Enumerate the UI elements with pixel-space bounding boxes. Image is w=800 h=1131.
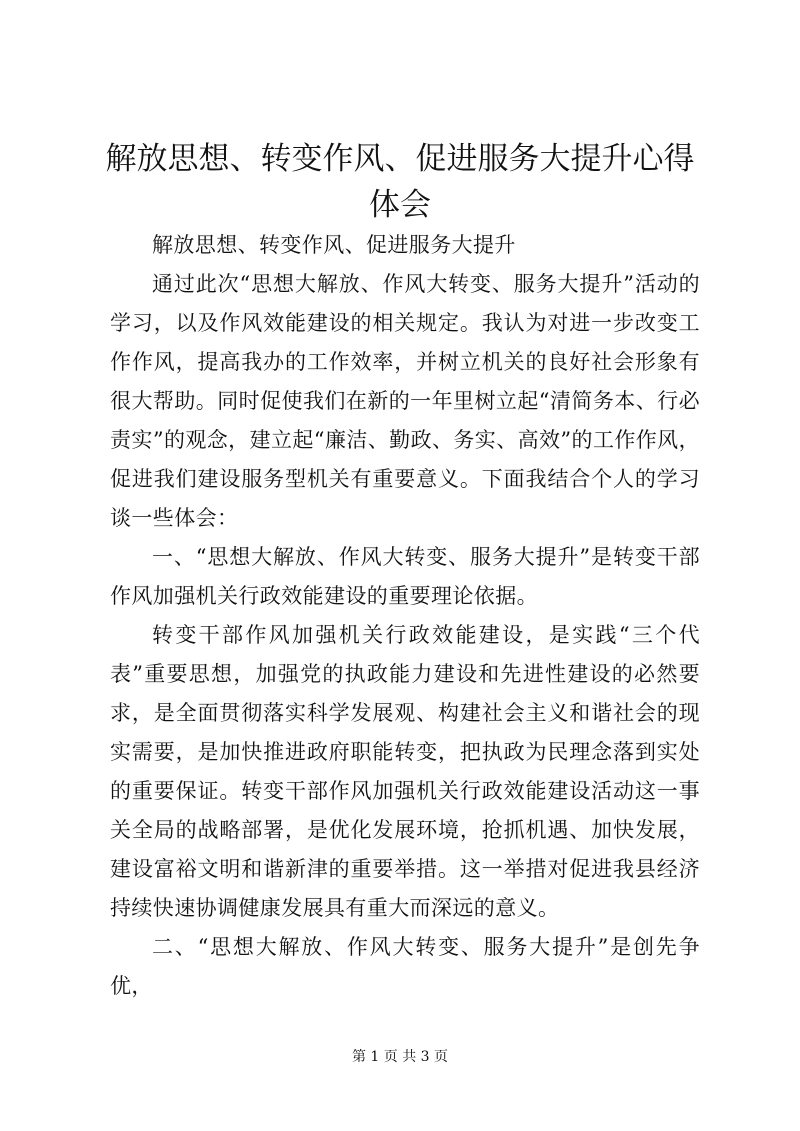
document-title: 解放思想、转变作风、促进服务大提升心得体会 <box>105 141 695 223</box>
page-number-footer: 第 1 页 共 3 页 <box>351 1049 449 1065</box>
section-one-paragraph: 转变干部作风加强机关行政效能建设，是实践“三个代表”重要思想，加强党的执政能力建设和先进性建设的必然要求，是全面贯彻落实科学发展观、构建社会主义和谐社会的现实需要，是加快推进政府职能转变，把执政为民理念落到实处的重要保证。转变干部作风加强机关行政效能建设活动这一事关全局的战略部署，是优化发展环境，抢抓机遇、加快发展，建设富裕文明和谐新津的重要举措。这一举措对促进我县经济持续快速协调健康发展具有重大而深远的意义。 <box>110 623 700 920</box>
section-one-heading: 一、“思想大解放、作风大转变、服务大提升”是转变干部作风加强机关行政效能建设的重要理论依据。 <box>110 545 700 608</box>
section-two-heading: 二、“思想大解放、作风大转变、服务大提升”是创先争优， <box>110 935 700 998</box>
intro-paragraph: 通过此次“思想大解放、作风大转变、服务大提升”活动的学习，以及作风效能建设的相关规定。我认为对进一步改变工作作风，提高我办的工作效率，并树立机关的良好社会形象有很大帮助。同时促使我们在新的一年里树立起“清简务本、行必责实”的观念，建立起“廉洁、勤政、务实、高效”的工作作风，促进我们建设服务型机关有重要意义。下面我结合个人的学习谈一些体会： <box>110 272 700 530</box>
document-body <box>110 226 700 1006</box>
subtitle-paragraph: 解放思想、转变作风、促进服务大提升 <box>152 233 516 257</box>
